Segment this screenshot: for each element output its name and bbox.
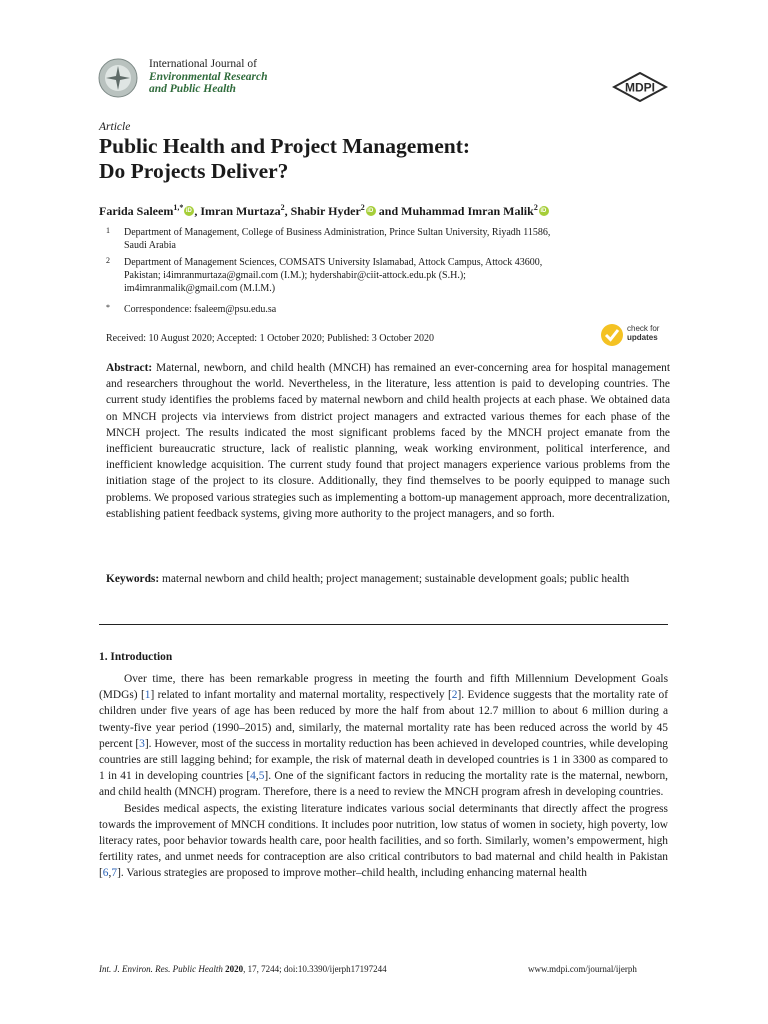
journal-logo-icon [98,58,138,98]
check-updates-line1: check for [627,324,660,333]
affiliation-line: Department of Management, College of Business Administration, Prince Sultan University, Riyadh 11586, [124,227,551,238]
affiliation-line: im4imranmalik@gmail.com (M.I.M.) [124,283,276,294]
check-updates-line2: updates [627,333,658,342]
paragraph-text: Over time, there has been remarkable progress in meeting the fourth and fifth Millennium Development Goals (MDGs) [ [99,673,668,702]
correspondence-email[interactable]: Correspondence: fsaleem@psu.edu.sa [124,304,277,315]
author-3[interactable]: , Shabir Hyder [284,204,361,218]
affiliation-2-text [124,256,542,295]
article-type: Article [99,121,131,133]
paragraph-text: ]. One of the significant factors in reducing the mortality rate is the maternal, newborn, and child health (MNCH) program. Therefore, there is a need to review the MNCH program afresh in developing countries. [99,770,668,799]
orcid-icon[interactable] [366,206,376,216]
orcid-icon[interactable] [184,206,194,216]
author-4[interactable]: and Muhammad Imran Malik [375,204,534,218]
citation-footer [99,964,387,974]
title-line-2: Do Projects Deliver? [99,159,289,183]
title-line-1: Public Health and Project Management: [99,134,471,158]
check-updates-icon [600,321,624,347]
journal-abbrev: Int. J. Environ. Res. Public Health [99,964,223,974]
author-2[interactable]: , Imran Murtaza [194,204,281,218]
paragraph-text: ]. Various strategies are proposed to improve mother–child health, including enhancing maternal health [117,867,587,880]
correspondence-text [124,303,276,316]
reference-link[interactable]: 5 [258,770,265,783]
publication-dates: Received: 10 August 2020; Accepted: 1 October 2020; Published: 3 October 2020 [106,333,434,344]
reference-link[interactable]: 7 [111,867,118,880]
abstract-text: Maternal, newborn, and child health (MNCH) has remained an ever-concerning area for hospital management and researchers throughout the world. Nevertheless, in the literature, less attention is paid to developing countries. The current study identifies the problems faced by maternal newborn and child health projects at each phase. We obtained data on MNCH projects via interviews from district project managers and extracted various themes for each phase of the MNCH project. The results indicated the most significant problems faced by the MNCH project emanate from the inefficient bureaucratic structure, lack of realistic planning, weak working environment, political interference, and inefficient knowledge acquisition. The current study found that project managers experience various problems from the initiation stage of the project to its closure. Additionally, they find themselves to be poorly equipped to manage such problems. We proposed various strategies such as implementing a bottom-up management approach, more decentralization, establishing patient feedback systems, giving more authority to the project managers, and so forth. [106,362,670,520]
author-4-affil: 2 [533,203,538,212]
paragraph-text: , [255,770,259,783]
journal-line-3: and Public Health [149,83,236,95]
paragraph-text: ]. However, most of the success in mortality reduction has been achieved in developed countries, while developing countries are still lagging behind; for example, the risk of maternal death in developed countries is 1 in 3300 as compared to 1 in 41 in developing countries [ [99,737,668,783]
publisher-name: MDPI [625,80,655,95]
paragraph-text: ] related to infant mortality and maternal mortality, respectively [ [150,689,452,702]
introduction-body [99,671,668,882]
paragraph-text: ]. Evidence suggests that the mortality rate of children under five years of age has been reduced by more the half from about 12.7 million to about 6 million during a twenty-five year period (1990–2015) and, similarly, the maternal mortality rate has been reduced across the world by 45 percent [ [99,689,668,750]
affiliation-2 [106,254,110,267]
affiliation-mark: 2 [106,256,110,265]
author-1[interactable]: Farida Saleem [99,204,174,218]
orcid-icon[interactable] [539,206,549,216]
affiliation-line: Pakistan; i4imranmurtaza@gmail.com (I.M.); hydershabir@ciit-attock.edu.pk (S.H.); [124,270,466,281]
affiliation-mark: * [106,303,110,312]
check-for-updates-button[interactable] [600,321,670,347]
keywords-label: Keywords: [106,573,160,585]
author-2-affil: 2 [280,203,285,212]
pub-year: 2020 [225,964,244,974]
correspondence [106,301,110,314]
section-heading: 1. Introduction [99,651,173,663]
paragraph-1 [99,671,668,801]
reference-link[interactable]: 3 [139,737,145,750]
affiliation-line: Saudi Arabia [124,240,176,251]
affiliation-line: Department of Management Sciences, COMSATS University Islamabad, Attock Campus, Attock 43600, [124,257,543,268]
citation-rest: , 17, 7244; doi:10.3390/ijerph17197244 [243,964,387,974]
reference-link[interactable]: 1 [144,689,151,702]
reference-link[interactable]: 4 [250,770,256,783]
reference-link[interactable]: 2 [451,689,458,702]
journal-line-2: Environmental Research [149,70,268,83]
author-3-affil: 2 [360,203,365,212]
author-1-affil: 1,* [173,203,184,212]
author-list [99,203,549,219]
article-title [99,134,470,184]
journal-line-1: International Journal of [149,58,257,70]
paragraph-2 [99,801,668,882]
section-divider [99,624,668,625]
reference-link[interactable]: 6 [102,867,109,880]
paragraph-text: , [108,867,112,880]
journal-url[interactable]: www.mdpi.com/journal/ijerph [528,964,637,974]
mdpi-logo-icon [612,72,668,102]
keywords-text: maternal newborn and child health; project management; sustainable development goals; public health [162,573,630,585]
abstract-label: Abstract: [106,362,153,374]
affiliation-1-text [124,226,550,252]
affiliation-mark: 1 [106,226,110,235]
abstract [106,360,670,522]
keywords [106,571,670,587]
affiliation-1 [106,224,110,237]
journal-name [149,58,268,96]
paragraph-text: Besides medical aspects, the existing literature indicates various social determinants that directly affect the progress towards the improvement of MNCH conditions. It includes poor nutrition, low status of women in society, high poverty, low literacy rates, poor behavior towards health care, poor health facilities, and so forth. Similarly, women’s empowerment, high fertility rates, and unmet needs for contraception are also critical contributors to bad maternal and child health in Pakistan [ [99,802,668,880]
